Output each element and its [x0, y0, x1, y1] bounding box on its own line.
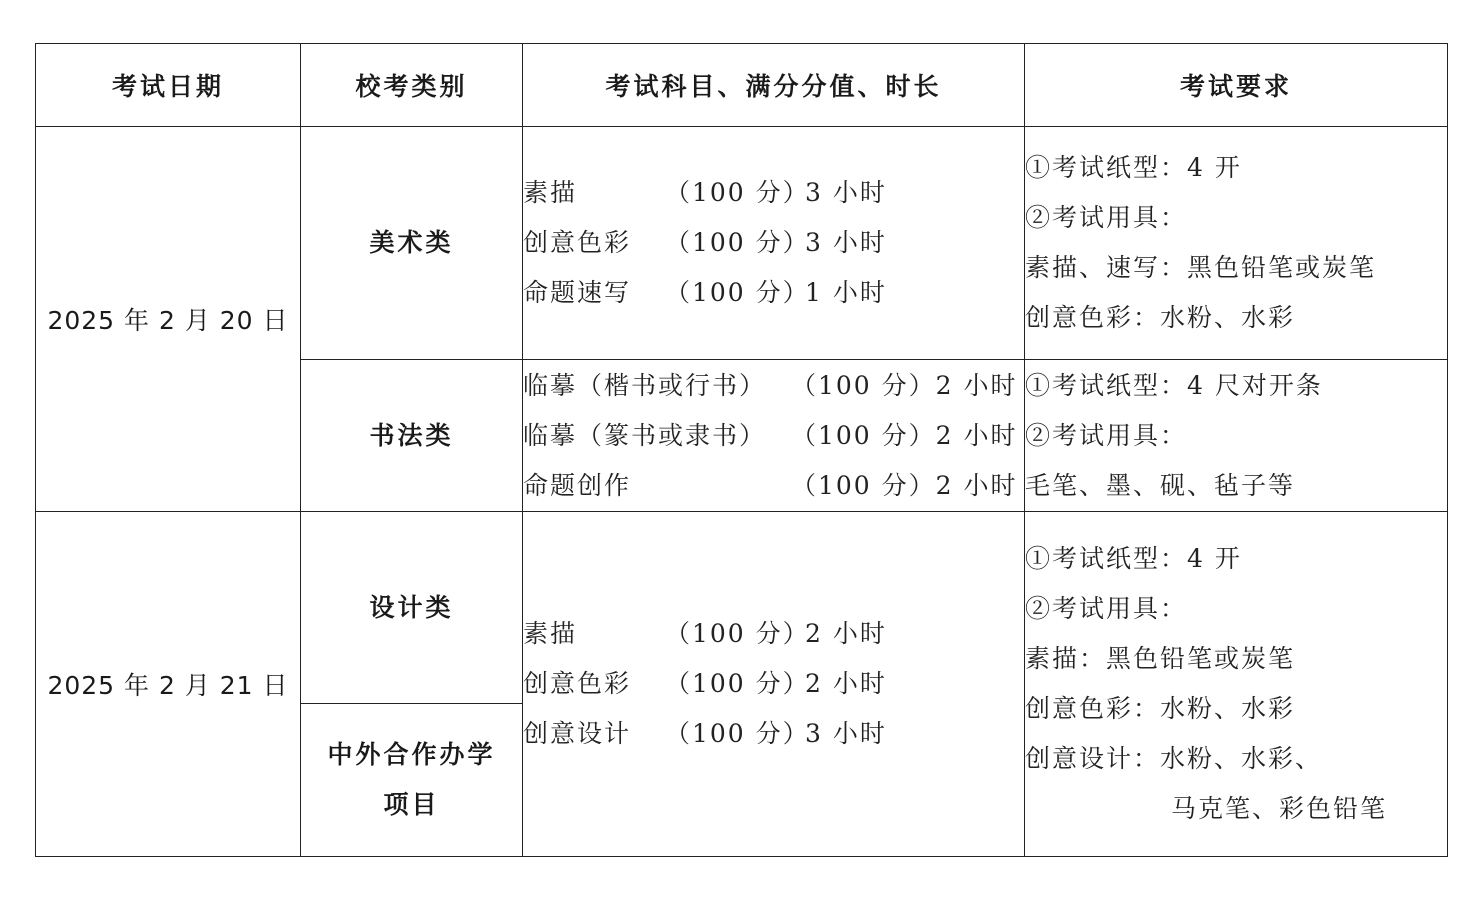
requirement-line: 马克笔、彩色铅笔: [1171, 794, 1388, 823]
subject-line: [523, 168, 1024, 218]
subject-duration: 3 小时: [805, 178, 887, 207]
header-category: 校考类别: [301, 44, 523, 127]
subject-name: 创意色彩: [523, 228, 632, 257]
subject-score: （100 分）: [665, 619, 810, 648]
requirements-list: [1025, 127, 1448, 360]
subject-list: [523, 512, 1025, 857]
subject-name: 素描: [523, 619, 578, 648]
subject-line: [523, 659, 1024, 709]
subject-score: （100 分）: [665, 228, 810, 257]
subject-line: [523, 268, 1024, 318]
category-cell: [301, 704, 523, 857]
subject-duration: 2 小时: [935, 470, 1018, 500]
subject-duration: 2 小时: [935, 370, 1018, 400]
requirements-list: [1025, 512, 1448, 857]
subject-name: 创意色彩: [523, 669, 632, 698]
requirement-line: ①考试纸型：4 开: [1025, 544, 1242, 573]
exam-schedule-table: [35, 43, 1448, 857]
header-row: [36, 44, 1448, 127]
subject-duration: 2 小时: [935, 420, 1018, 450]
subject-line: [523, 609, 1024, 659]
subject-score: （100 分）: [665, 719, 810, 748]
requirement-line: ②考试用具：: [1025, 594, 1188, 623]
subject-name: 创意设计: [523, 719, 632, 748]
subject-line: [523, 361, 1024, 411]
subject-duration: 2 小时: [805, 669, 887, 698]
requirement-line: 创意色彩：水粉、水彩: [1025, 303, 1296, 332]
category-name: 书法类: [301, 360, 523, 512]
table-row: [36, 512, 1448, 704]
requirement-line: 创意色彩：水粉、水彩: [1025, 694, 1296, 723]
requirement-line: ①考试纸型：4 开: [1025, 153, 1242, 182]
category-name: 设计类: [301, 512, 523, 704]
requirement-line: 创意设计：水粉、水彩、: [1025, 744, 1323, 773]
subject-line: [523, 218, 1024, 268]
requirements-list: [1025, 360, 1448, 512]
table-row: [36, 127, 1448, 360]
requirement-line: 素描、速写：黑色铅笔或炭笔: [1025, 253, 1377, 282]
subject-score: （100 分）: [791, 470, 936, 500]
subject-name: 素描: [523, 178, 578, 207]
header-requirements: 考试要求: [1025, 44, 1448, 127]
subject-line: [523, 709, 1024, 759]
category-name: 中外合作办学项目: [327, 740, 496, 819]
subject-duration: 1 小时: [805, 278, 887, 307]
subject-score: （100 分）: [791, 370, 936, 400]
requirement-line: ②考试用具：: [1025, 420, 1188, 450]
subject-name: 临摹（楷书或行书）: [523, 370, 767, 400]
subject-name: 命题速写: [523, 278, 632, 307]
subject-duration: 3 小时: [805, 228, 887, 257]
requirement-line: 毛笔、墨、砚、毡子等: [1025, 470, 1296, 500]
requirement-line: ②考试用具：: [1025, 203, 1188, 232]
header-date: 考试日期: [36, 44, 301, 127]
subject-duration: 3 小时: [805, 719, 887, 748]
exam-date: 2025 年 2 月 21 日: [36, 512, 301, 857]
subject-score: （100 分）: [665, 178, 810, 207]
requirement-line: 素描：黑色铅笔或炭笔: [1025, 644, 1296, 673]
subject-list: [523, 127, 1025, 360]
subject-list: [523, 360, 1025, 512]
subject-score: （100 分）: [665, 278, 810, 307]
subject-score: （100 分）: [791, 420, 936, 450]
subject-name: 临摹（篆书或隶书）: [523, 420, 767, 450]
subject-name: 命题创作: [523, 470, 632, 500]
exam-date: 2025 年 2 月 20 日: [36, 127, 301, 512]
subject-line: [523, 411, 1024, 461]
category-name: 美术类: [301, 127, 523, 360]
subject-line: [523, 461, 1024, 511]
header-subjects: 考试科目、满分分值、时长: [523, 44, 1025, 127]
subject-score: （100 分）: [665, 669, 810, 698]
subject-duration: 2 小时: [805, 619, 887, 648]
requirement-line: ①考试纸型：4 尺对开条: [1025, 370, 1323, 400]
